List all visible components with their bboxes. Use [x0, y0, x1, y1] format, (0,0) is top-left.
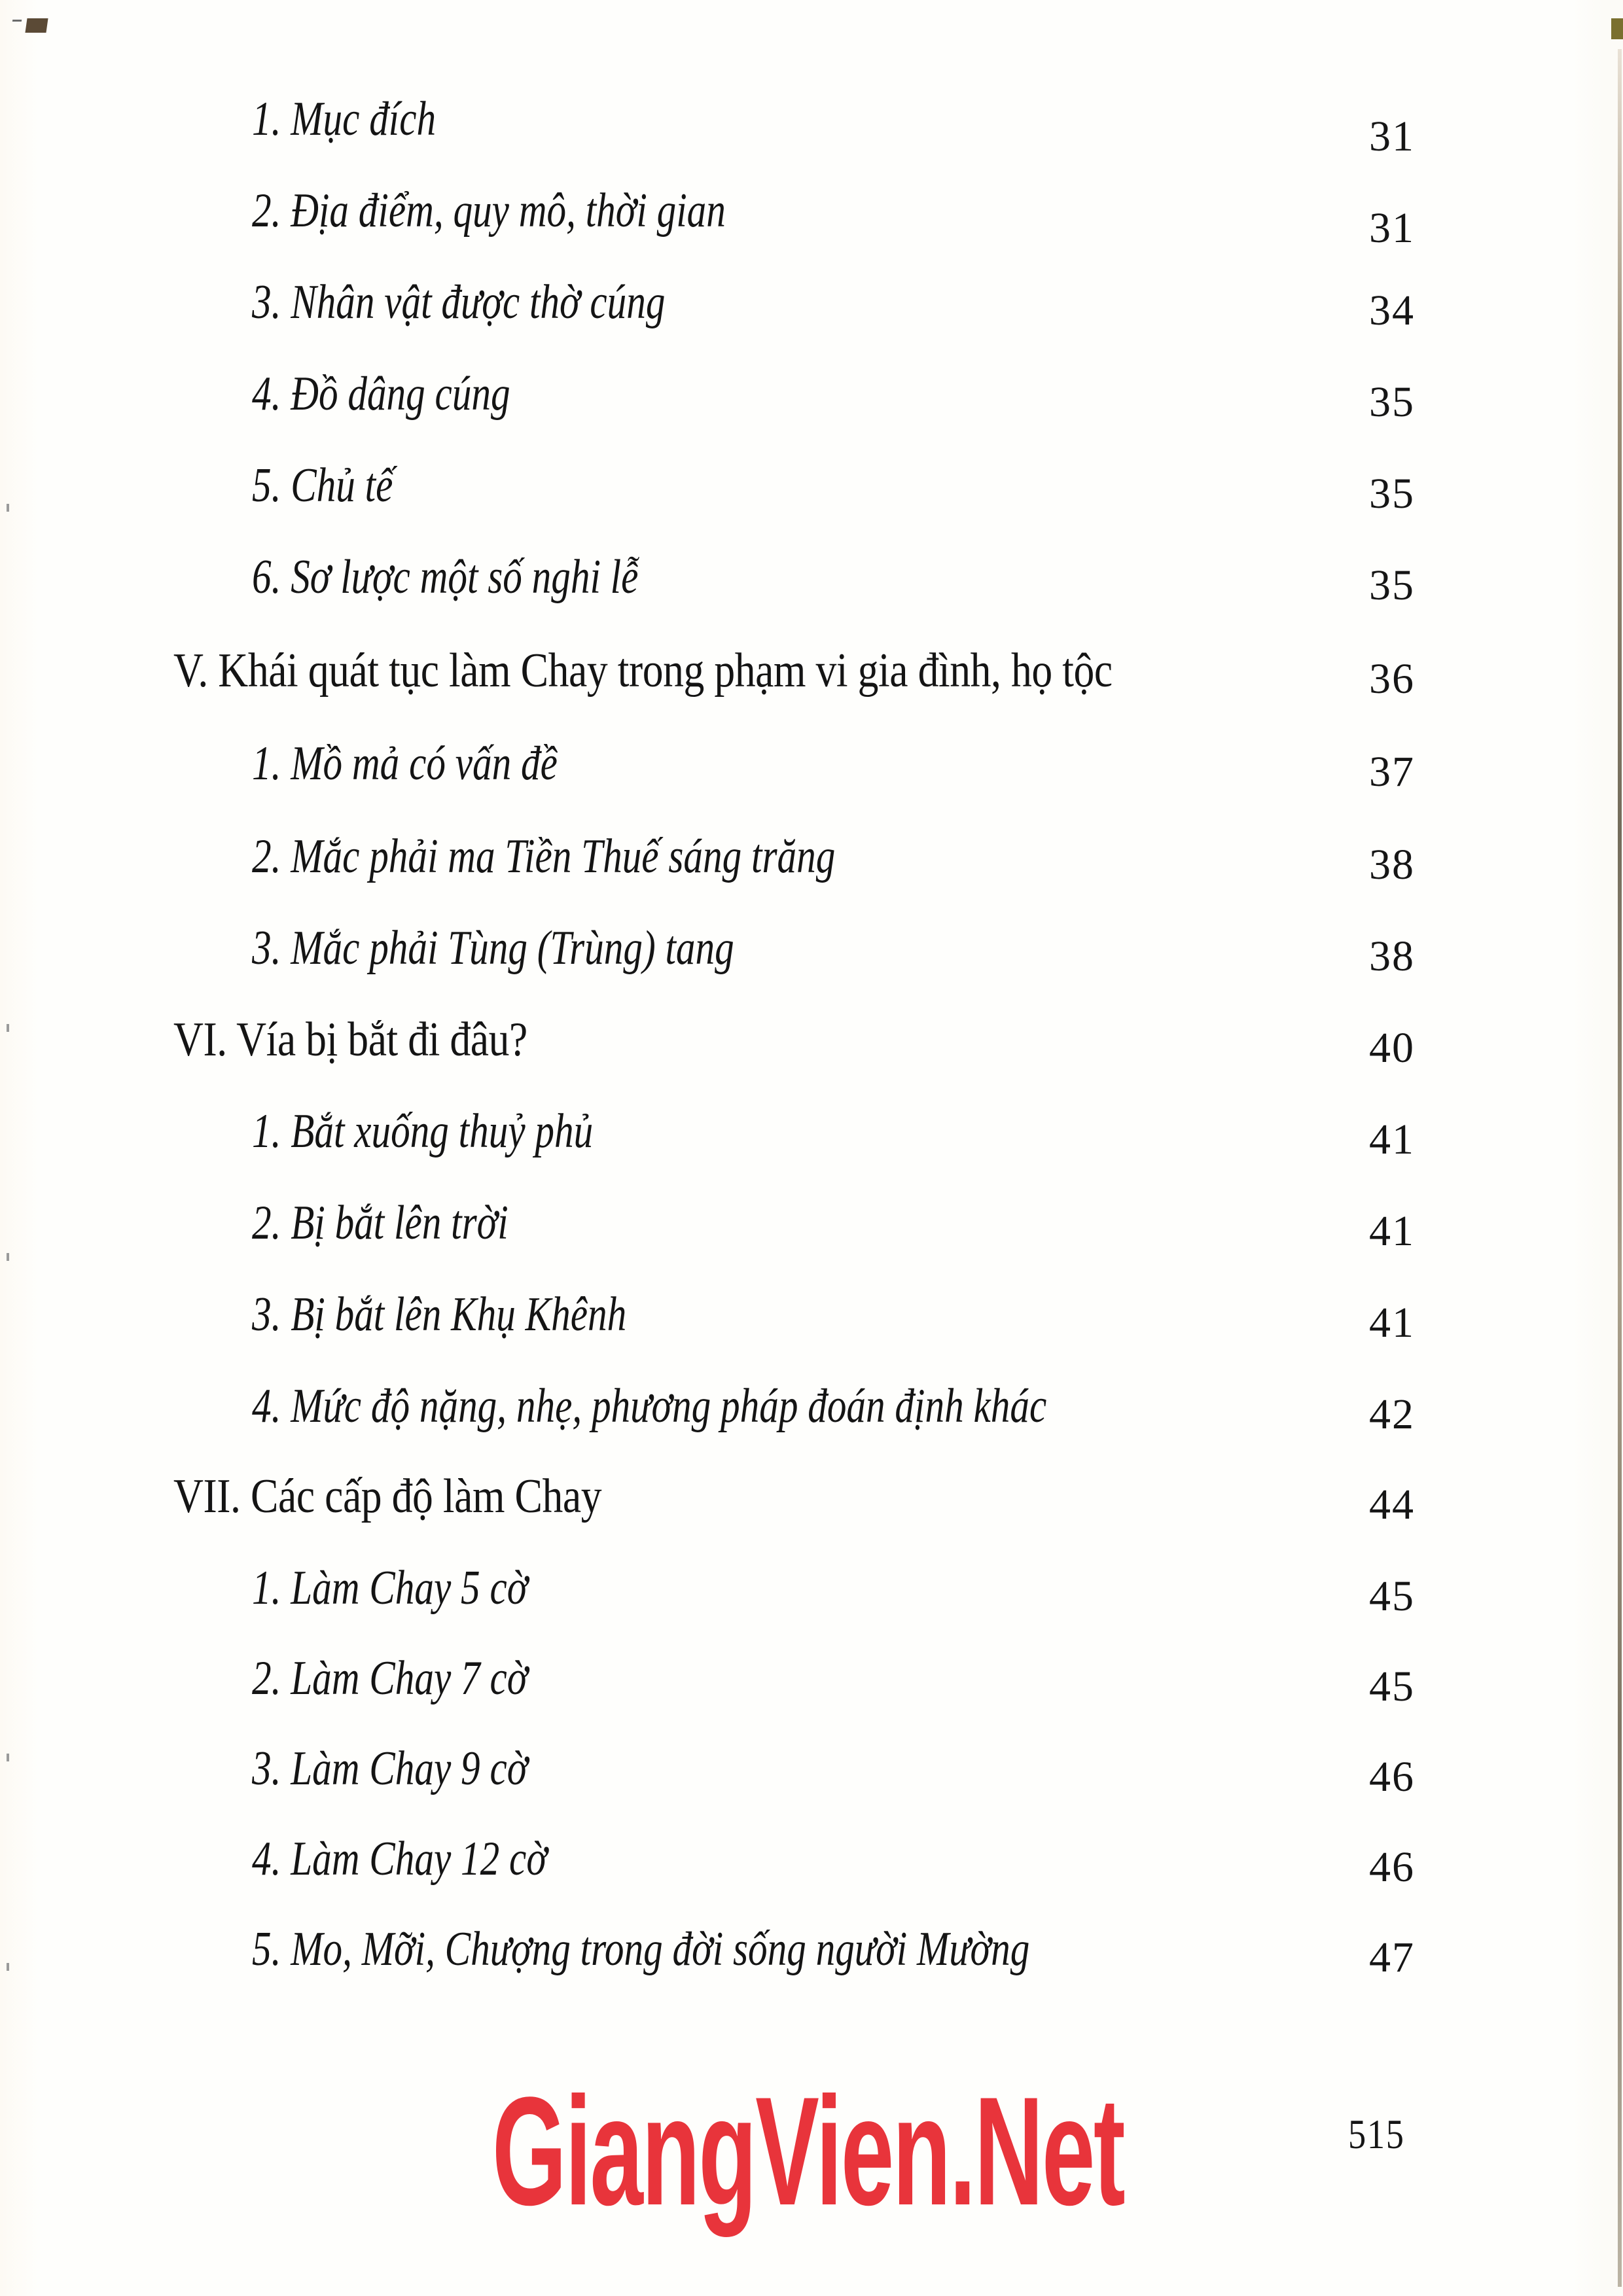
toc-entry-page: 41 — [1369, 1207, 1415, 1255]
toc-entry — [0, 1828, 1623, 1907]
toc-section-title: VII. Các cấp độ làm Chay — [173, 1470, 602, 1523]
toc-entry-title: 4. Đồ dâng cúng — [252, 367, 510, 421]
toc-entry-page: 42 — [1369, 1390, 1415, 1438]
toc-entry-title: 3. Mắc phải Tùng (Trùng) tang — [252, 921, 734, 975]
toc-entry-page: 36 — [1369, 655, 1415, 703]
toc-entry-page: 41 — [1369, 1116, 1415, 1163]
toc-entry-page: 35 — [1369, 378, 1415, 426]
toc-entry-title: 5. Chủ tế — [252, 459, 393, 512]
toc-section — [0, 640, 1623, 718]
watermark-logo: GiangVien.Net — [492, 2065, 1124, 2238]
toc-section — [0, 1466, 1623, 1544]
toc-entry-page: 45 — [1369, 1572, 1415, 1620]
toc-entry — [0, 363, 1623, 442]
toc-entry-page: 38 — [1369, 841, 1415, 889]
scan-artifact-top-right — [1611, 18, 1623, 39]
toc-entry-page: 46 — [1369, 1843, 1415, 1891]
toc-entry-title: 2. Mắc phải ma Tiền Thuế sáng trăng — [252, 830, 836, 883]
toc-entry-title: 3. Nhân vật được thờ cúng — [252, 275, 666, 329]
page-number: 515 — [1348, 2111, 1405, 2157]
toc-entry — [0, 455, 1623, 533]
toc-entry-page: 35 — [1369, 470, 1415, 518]
toc-entry-title: 1. Làm Chay 5 cờ — [252, 1561, 528, 1615]
toc-entry-title: 2. Địa điểm, quy mô, thời gian — [252, 184, 726, 238]
toc-entry-title: 4. Mức độ nặng, nhẹ, phương pháp đoán định khác — [252, 1379, 1047, 1433]
toc-entry-title: 3. Làm Chay 9 cờ — [252, 1742, 528, 1795]
toc-entry — [0, 546, 1623, 625]
toc-entry-page: 47 — [1369, 1934, 1415, 1981]
toc-entry — [0, 917, 1623, 996]
toc-entry-title: 1. Bắt xuống thuỷ phủ — [252, 1104, 594, 1158]
toc-entry — [0, 1284, 1623, 1362]
toc-entry-page: 37 — [1369, 748, 1415, 796]
toc-entry-page: 34 — [1369, 287, 1415, 334]
toc-entry-title: 2. Làm Chay 7 cờ — [252, 1651, 528, 1705]
toc-entry-page: 45 — [1369, 1663, 1415, 1710]
toc-entry — [0, 1192, 1623, 1271]
toc-entry-page: 46 — [1369, 1753, 1415, 1801]
toc-entry-page: 41 — [1369, 1299, 1415, 1347]
toc-entry — [0, 1738, 1623, 1816]
toc-entry-page: 38 — [1369, 932, 1415, 980]
toc-entry — [0, 88, 1623, 167]
toc-entry-page: 31 — [1369, 204, 1415, 252]
toc-entry-page: 44 — [1369, 1481, 1415, 1528]
toc-entry-title: 4. Làm Chay 12 cờ — [252, 1832, 547, 1886]
toc-entry — [0, 733, 1623, 811]
toc-section-title: VI. Vía bị bắt đi đâu? — [173, 1013, 527, 1067]
toc-entry-title: 3. Bị bắt lên Khụ Khênh — [252, 1288, 627, 1341]
toc-entry — [0, 272, 1623, 350]
toc-entry-page: 40 — [1369, 1024, 1415, 1072]
toc-entry — [0, 1648, 1623, 1726]
toc-entry-title: 5. Mo, Mỡi, Chượng trong đời sống người Mường — [252, 1922, 1030, 1976]
toc-entry — [0, 1918, 1623, 1997]
toc-entry — [0, 826, 1623, 904]
toc-entry-title: 2. Bị bắt lên trời — [252, 1196, 508, 1250]
toc-entry-title: 6. Sơ lược một số nghi lễ — [252, 550, 639, 604]
toc-entry — [0, 180, 1623, 258]
toc-section-title: V. Khái quát tục làm Chay trong phạm vi gia đình, họ tộc — [173, 644, 1113, 698]
toc-entry-title: 1. Mồ mả có vấn đề — [252, 737, 558, 790]
toc-entry-page: 31 — [1369, 113, 1415, 160]
toc-entry-page: 35 — [1369, 561, 1415, 609]
toc-entry — [0, 1375, 1623, 1454]
toc-entry — [0, 1101, 1623, 1179]
toc-section — [0, 1009, 1623, 1087]
toc-entry-title: 1. Mục đích — [252, 92, 437, 146]
scan-artifact-top-left — [25, 18, 48, 33]
toc-entry — [0, 1557, 1623, 1636]
